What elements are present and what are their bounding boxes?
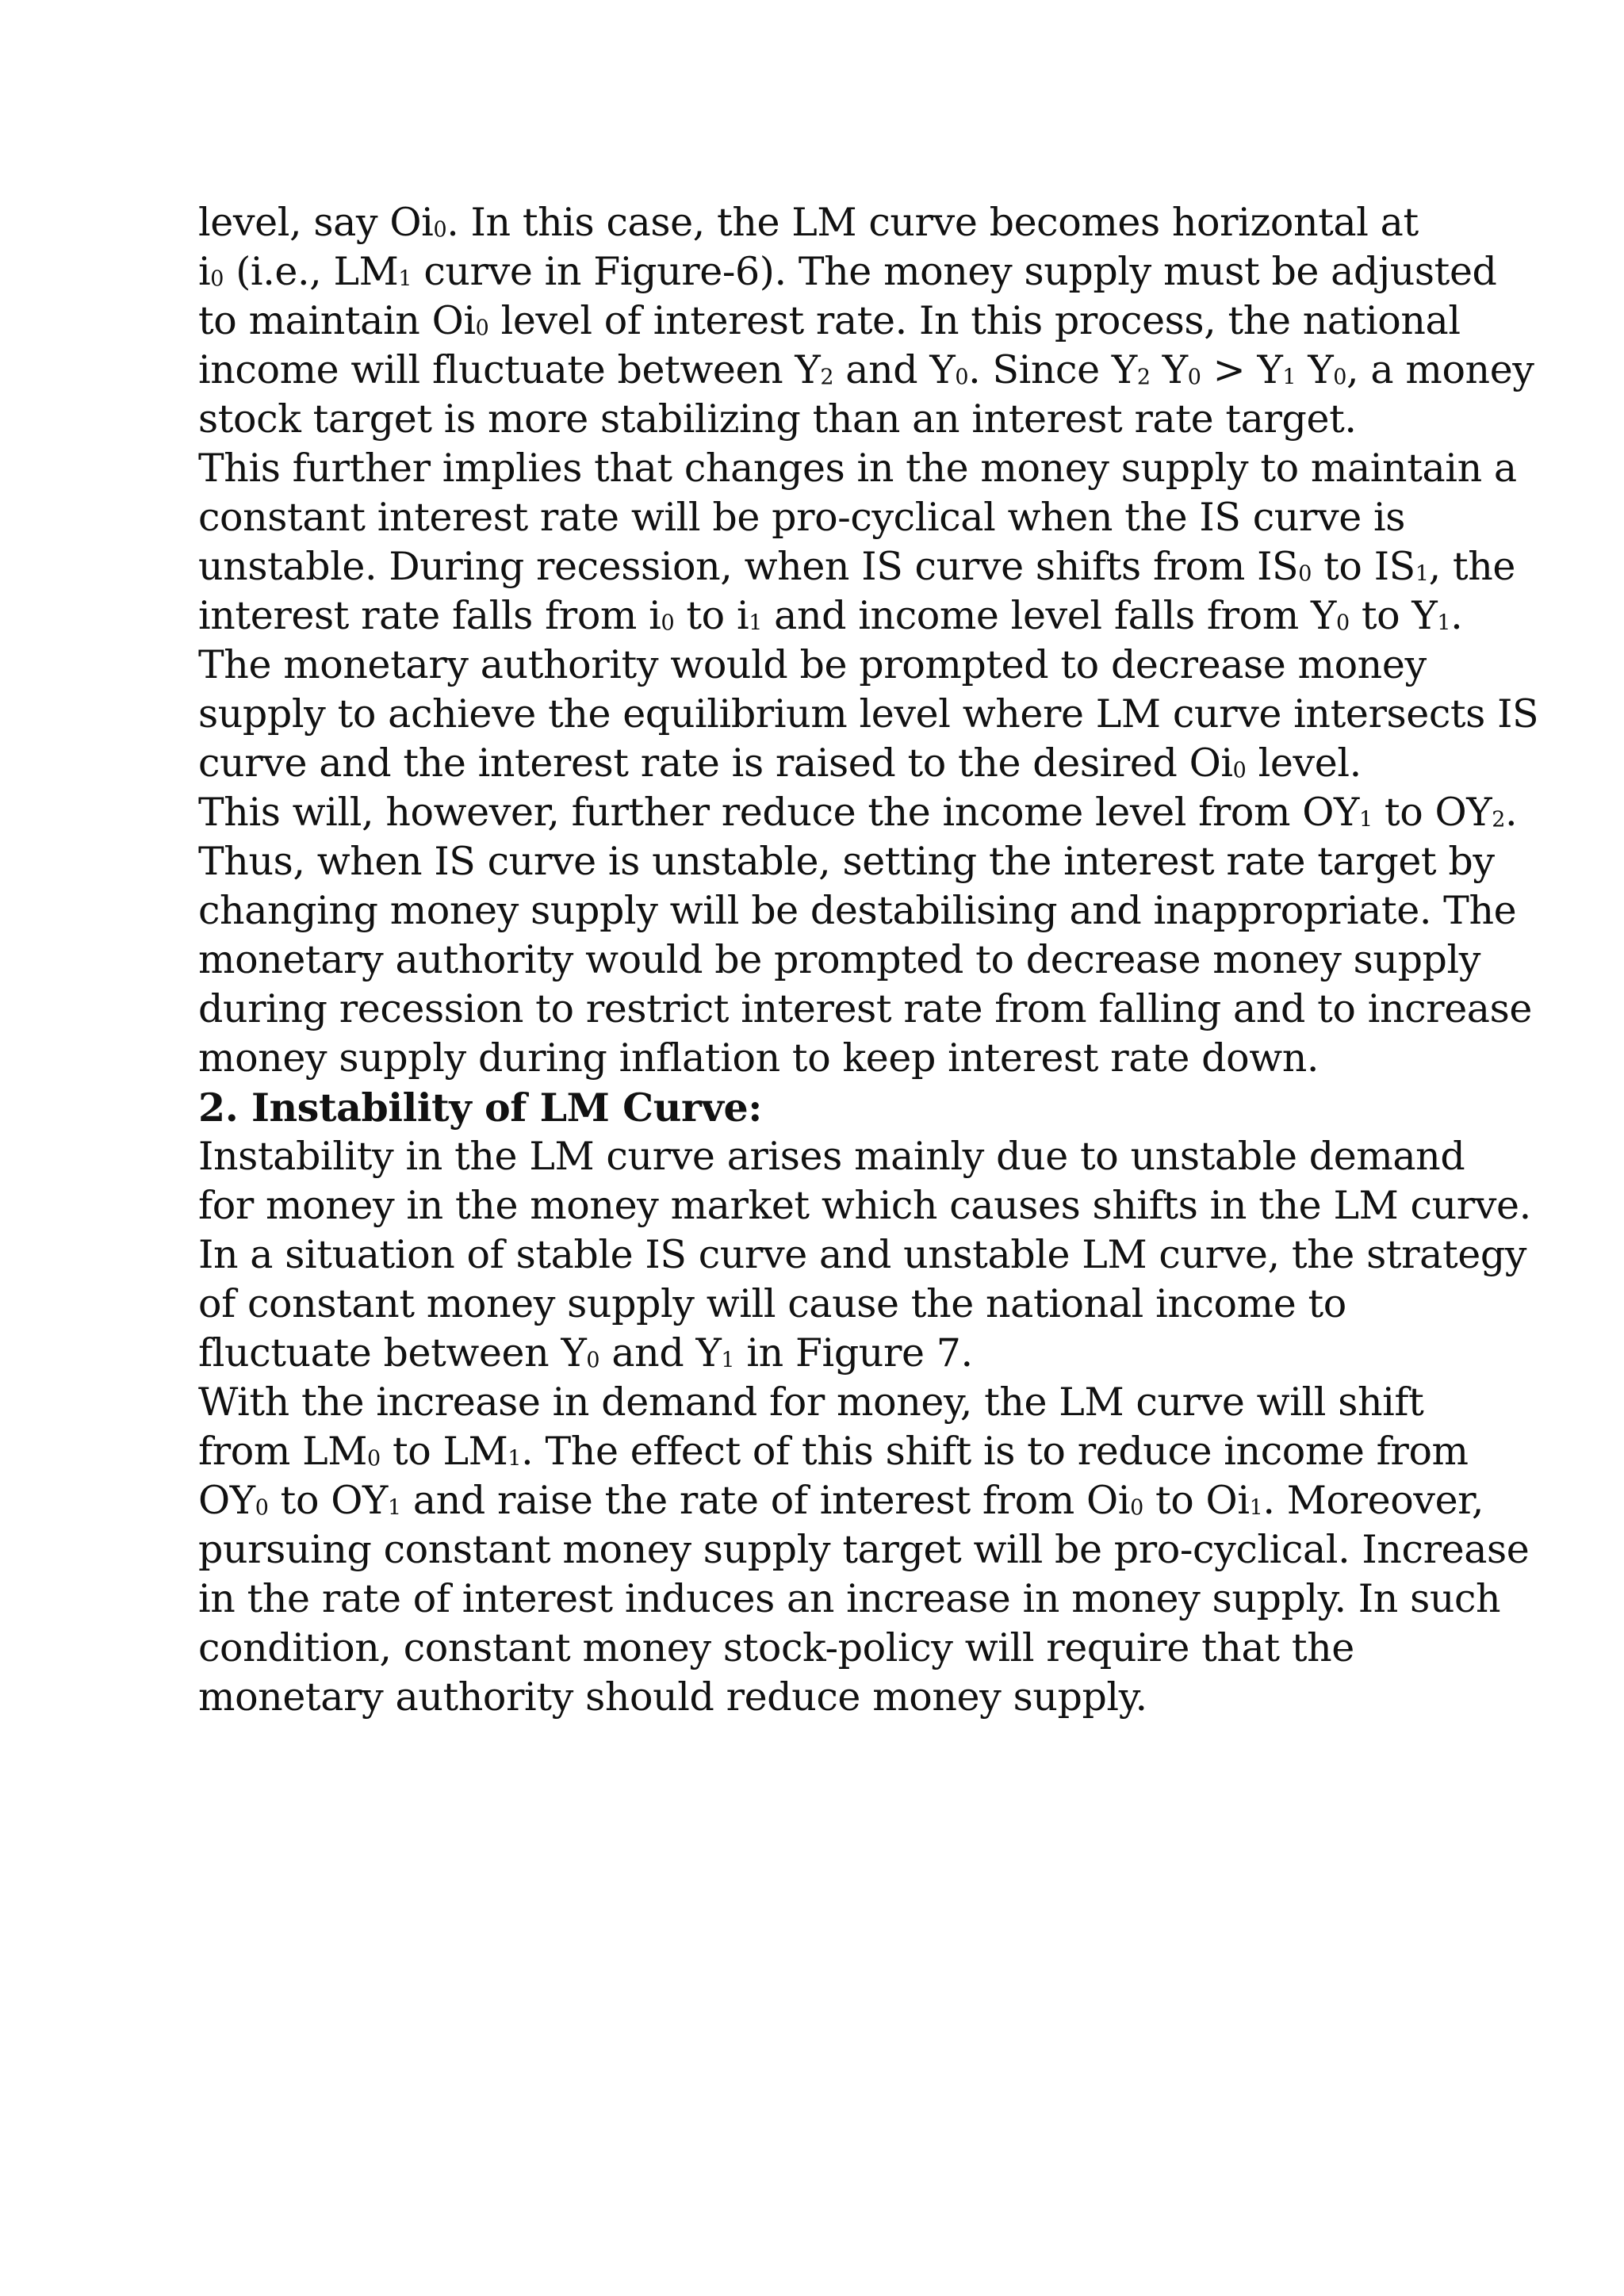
text-line: interest rate falls from i0 to i1 and income level falls from Y0 to Y1. <box>198 593 1463 638</box>
text-line: during recession to restrict interest rate from falling and to increase <box>198 986 1532 1031</box>
subscript: 1 <box>1415 561 1429 587</box>
text-line: The monetary authority would be prompted to decrease money <box>198 642 1427 687</box>
text-line: unstable. During recession, when IS curve shifts from IS0 to IS1, the <box>198 544 1515 589</box>
subscript: 1 <box>398 266 412 292</box>
subscript: 2 <box>1136 365 1151 390</box>
text-line: In a situation of stable IS curve and unstable LM curve, the strategy <box>198 1232 1527 1277</box>
text-line: supply to achieve the equilibrium level where LM curve intersects IS <box>198 691 1539 737</box>
text-line: income will fluctuate between Y2 and Y0. Since Y2 Y0 > Y1 Y0, a money <box>198 347 1534 392</box>
text-line: level, say Oi0. In this case, the LM curve becomes horizontal at <box>198 200 1419 245</box>
subscript: 0 <box>586 1348 600 1373</box>
section-heading: 2. Instability of LM Curve: <box>198 1085 762 1131</box>
subscript: 1 <box>1282 365 1297 390</box>
text-line: money supply during inflation to keep interest rate down. <box>198 1035 1320 1081</box>
subscript: 1 <box>1437 610 1451 636</box>
text-line: monetary authority should reduce money supply. <box>198 1674 1147 1720</box>
subscript: 0 <box>433 217 447 243</box>
subscript: 0 <box>475 316 489 341</box>
subscript: 0 <box>955 365 969 390</box>
subscript: 0 <box>1187 365 1201 390</box>
text-line: Thus, when IS curve is unstable, setting the interest rate target by <box>198 839 1495 884</box>
text-line: fluctuate between Y0 and Y1 in Figure 7. <box>198 1330 973 1376</box>
subscript: 0 <box>1333 365 1347 390</box>
text-line: condition, constant money stock-policy will require that the <box>198 1625 1354 1670</box>
document-page <box>198 198 1539 1722</box>
subscript: 0 <box>1298 561 1312 587</box>
subscript: 1 <box>387 1495 401 1521</box>
text-line: monetary authority would be prompted to decrease money supply <box>198 937 1481 982</box>
text-line: in the rate of interest induces an increase in money supply. In such <box>198 1576 1501 1621</box>
subscript: 0 <box>210 266 224 292</box>
text-line: This will, however, further reduce the income level from OY1 to OY2. <box>198 790 1518 835</box>
text-line: for money in the money market which causes shifts in the LM curve. <box>198 1183 1531 1228</box>
subscript: 1 <box>508 1446 522 1471</box>
text-line: OY0 to OY1 and raise the rate of interest from Oi0 to Oi1. Moreover, <box>198 1478 1484 1523</box>
text-line: curve and the interest rate is raised to the desired Oi0 level. <box>198 740 1362 786</box>
subscript: 1 <box>749 610 762 636</box>
subscript: 1 <box>1249 1495 1263 1521</box>
subscript: 0 <box>367 1446 381 1471</box>
subscript: 0 <box>255 1495 269 1521</box>
text-line: i0 (i.e., LM1 curve in Figure-6). The money supply must be adjusted <box>198 249 1497 294</box>
subscript: 1 <box>721 1348 735 1373</box>
subscript: 1 <box>1359 807 1373 832</box>
subscript: 0 <box>1232 758 1247 783</box>
text-line: changing money supply will be destabilising and inappropriate. The <box>198 888 1517 933</box>
text-line: to maintain Oi0 level of interest rate. In this process, the national <box>198 298 1461 343</box>
text-line: pursuing constant money supply target will be pro-cyclical. Increase <box>198 1527 1530 1572</box>
text-line: stock target is more stabilizing than an interest rate target. <box>198 396 1357 442</box>
subscript: 2 <box>820 365 834 390</box>
subscript: 2 <box>1492 807 1505 832</box>
text-line: With the increase in demand for money, the LM curve will shift <box>198 1380 1424 1425</box>
subscript: 0 <box>1335 610 1350 636</box>
text-line: constant interest rate will be pro-cyclical when the IS curve is <box>198 495 1406 540</box>
subscript: 0 <box>1130 1495 1143 1521</box>
text-line: of constant money supply will cause the national income to <box>198 1281 1346 1326</box>
text-line: from LM0 to LM1. The effect of this shift is to reduce income from <box>198 1429 1469 1474</box>
text-line: Instability in the LM curve arises mainly due to unstable demand <box>198 1134 1465 1179</box>
text-line: This further implies that changes in the money supply to maintain a <box>198 446 1517 491</box>
subscript: 0 <box>661 610 675 636</box>
